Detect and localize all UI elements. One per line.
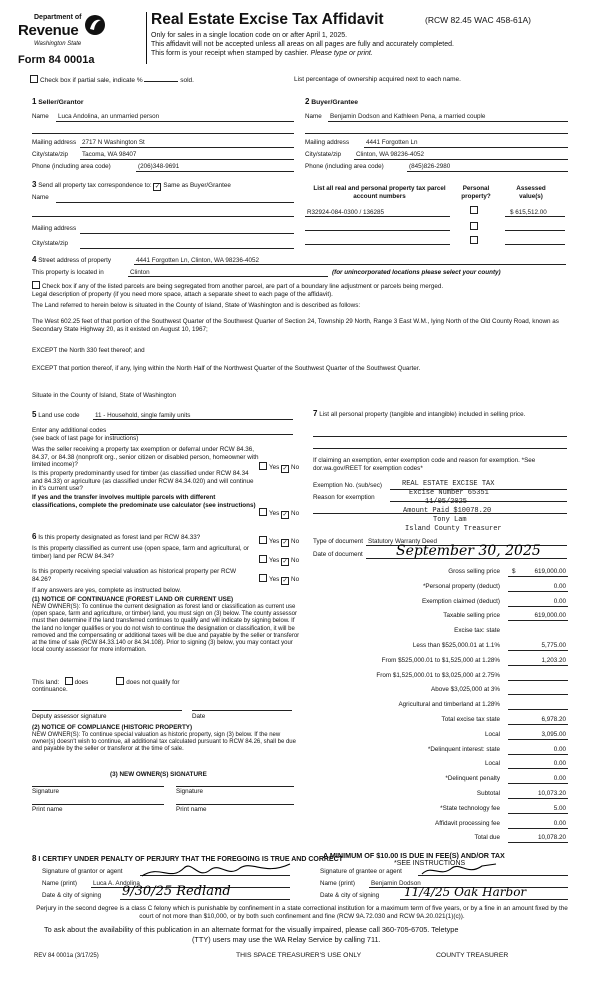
tax-row-label: *Delinquent penalty: [445, 775, 500, 783]
tax-row-line: [508, 828, 568, 829]
dept-line3: Washington State: [34, 41, 82, 47]
new-owner-print2-line[interactable]: [176, 804, 294, 805]
assessed-value[interactable]: $ 615,512.00: [510, 209, 547, 216]
new-owner-sig2-label: Signature: [176, 788, 203, 795]
s4-legal-desc-2: EXCEPT the North 330 feet thereof; and: [32, 347, 145, 354]
seller-mailing-label: Mailing address: [32, 139, 77, 146]
s4-legal-desc-4: Situate in the County of Island, State of Washington: [32, 392, 176, 399]
s4-street-field[interactable]: 4441 Forgotten Ln, Clinton, WA 98236-4052: [136, 257, 259, 264]
county-treasurer-label: COUNTY TREASURER: [436, 952, 509, 959]
deputy-signature-line[interactable]: [32, 710, 182, 711]
s6-q3-answer: Yes ✓ No: [259, 574, 299, 585]
s3-mailing-label: Mailing address: [32, 225, 77, 232]
seller-city-field[interactable]: Tacoma, WA 98407: [82, 151, 137, 158]
tax-row-value[interactable]: 0.00: [553, 760, 566, 768]
doc-type-field[interactable]: Statutory Warranty Deed: [368, 538, 438, 545]
grantee-signature: [420, 860, 500, 880]
partial-sale-suffix: sold.: [180, 77, 194, 84]
tax-row-value[interactable]: 1,203.20: [541, 656, 566, 664]
s6-notice2-body: NEW OWNER(S): To continue special valuation as historic property, sign (3) below. If the new owner(s) doesn't wish to continue, all additional tax calculated pursuant to RCW 84.26, shall be due and payable by the seller or transferor at the time of sale.: [32, 732, 296, 753]
form-title: Real Estate Excise Tax Affidavit: [151, 11, 384, 28]
tax-row-value[interactable]: 5,775.00: [541, 642, 566, 649]
grantor-date-line: [120, 899, 290, 900]
buyer-name-line2: [305, 133, 568, 134]
dept-line1: Department of: [34, 14, 82, 21]
tax-row-line: [508, 768, 568, 769]
s3-name-line[interactable]: [56, 202, 294, 203]
ownership-note: List percentage of ownership acquired next to each name.: [294, 76, 461, 83]
perjury-notice: Perjury in the second degree is a class C felony which is punishable by confinement in a state correctional institution for a maximum term of five years, or by a fine in an amount fixed by the court of not more than $10,000, or by both such confinement and fine (RCW 9A.72.030 and RCW 9A.20.021(1)(c)).: [36, 905, 568, 920]
same-as-buyer-checkbox[interactable]: ✓: [154, 184, 160, 190]
s6-q2-answer: Yes ✓ No: [259, 555, 299, 566]
s7-label: 7 List all personal property (tangible and intangible) included in selling price.: [313, 409, 526, 418]
buyer-city-line: [354, 159, 568, 160]
seller-phone-line: [136, 171, 294, 172]
doc-date-line: [366, 558, 567, 559]
tax-row-line: [508, 724, 568, 725]
stamp-line3: 11/05/2025: [425, 498, 468, 506]
tax-row-label: Taxable selling price: [443, 612, 500, 620]
tax-row-label: From $1,525,000.01 to $3,025,000 at 2.75%: [376, 671, 500, 679]
stamp-line2: Excise Number 65351: [409, 489, 489, 497]
new-owner-sig2-line[interactable]: [176, 786, 294, 787]
buyer-mailing-label: Mailing address: [305, 139, 350, 146]
tax-row-value[interactable]: 0.00: [553, 582, 566, 590]
s6-q1-no[interactable]: ✓: [282, 540, 288, 546]
doc-date-label: Date of document: [313, 551, 363, 558]
s6-does-checkbox[interactable]: [65, 677, 73, 685]
buyer-heading: 2 Buyer/Grantee: [305, 97, 359, 106]
exempt-reason-label: Reason for exemption: [313, 494, 375, 501]
tax-row-value[interactable]: 6,978.20: [541, 716, 566, 723]
tax-row-value[interactable]: 3,095.00: [541, 730, 566, 738]
grantor-signature: [140, 858, 300, 884]
grantee-date-label: Date & city of signing: [320, 892, 380, 899]
new-owner-print1-line[interactable]: [32, 804, 164, 805]
s4-legal-desc-3: EXCEPT that portion thereof, if any, lying within the North Half of the Northwest Quarter of the Southwest Quarter of the Southwest Quarter.: [32, 365, 421, 372]
tax-row-line: [508, 798, 568, 799]
partial-sale-row: [30, 75, 194, 84]
s5-q2-answer: Yes ✓ No: [259, 508, 299, 519]
exempt-no-label: Exemption No. (sub/sec): [313, 482, 382, 489]
s7-line1[interactable]: [313, 436, 567, 437]
new-owner-sig1-label: Signature: [32, 788, 59, 795]
s5-landuse-field[interactable]: 11 - Household, single family units: [95, 412, 191, 419]
s4-street-line: [134, 264, 566, 265]
personal-checkbox-2[interactable]: [470, 222, 478, 230]
s6-notice1-body: NEW OWNER(S): To continue the current designation as forest land or classification as current use (open space, farm and agriculture, or timber) land, you must sign on (3) below. The county assessor must then determine if the land transferred continues to qualify and will indicate by signing below. If the land no longer qualifies or you do not wish to continue the designation or classification, it will be removed and the compensating or additional taxes will be due and payable by the seller or transferor at the time of sale (RCW 84.33.140 or 84.34.108). Prior to signing (3) below, you may contact your local county assessor for more information.: [32, 604, 300, 654]
grantor-sig-label: Signature of grantor or agent: [42, 868, 123, 875]
deputy-date-label: Date: [192, 713, 206, 720]
see-instructions: *SEE INSTRUCTIONS: [394, 860, 466, 867]
tax-row-value[interactable]: 10,078.20: [537, 834, 566, 842]
tax-row-line: [508, 783, 568, 784]
assessed-col-head: Assessed value(s): [516, 185, 546, 200]
tax-currency-mark: $: [512, 568, 516, 575]
tax-row-line: [508, 650, 568, 651]
grantor-date-label: Date & city of signing: [42, 892, 102, 899]
tax-row-label: From $525,000.01 to $1,525,000 at 1.28%: [381, 656, 500, 664]
tax-row-value[interactable]: 10,073.20: [537, 790, 566, 797]
tax-row-label: Exemption claimed (deduct): [421, 597, 500, 605]
s3-city-label: City/state/zip: [32, 240, 69, 247]
tax-row-label: Local: [484, 760, 500, 768]
s5-q2a: Is this property predominantly used for timber (as classified under RCW 84.34 and 84.33) or agriculture (as classified under RCW 84.34.020) and will continue in it's current use?: [32, 470, 254, 492]
tax-row-line: [508, 591, 568, 592]
stamp-line6: Island County Treasurer: [405, 525, 502, 533]
seller-name-field[interactable]: Luca Andolina, an unmarried person: [58, 113, 160, 120]
revision: REV 84 0001a (3/17/25): [34, 953, 99, 959]
s6-q1-answer: Yes ✓ No: [259, 536, 299, 547]
doc-date-field[interactable]: September 30, 2025: [396, 543, 541, 559]
intro-line2: This affidavit will not be accepted unless all areas on all pages are fully and accurately completed.: [151, 41, 454, 48]
alt-format-line1: To ask about the availability of this publication in an alternate format for the visually impaired, please call 360-705-6705. Teletype: [44, 925, 459, 934]
s5-landuse-line: [93, 419, 293, 420]
s4-located-field[interactable]: Clinton: [130, 269, 150, 276]
grantee-print-label: Name (print): [320, 880, 355, 887]
s6-q2: Is this property classified as current use (open space, farm and agricultural, or timber) land per RCW 84.34?: [32, 545, 249, 560]
stamp-line4: Amount Paid $10078.20: [403, 507, 492, 515]
buyer-mailing-line: [364, 147, 568, 148]
s4-located-note: (for unincorporated locations please select your county): [332, 269, 501, 276]
s3-mailing-line[interactable]: [80, 233, 294, 234]
tax-row-value[interactable]: 5.00: [553, 804, 566, 812]
buyer-name-line: [328, 121, 568, 122]
s6-q3: Is this property receiving special valuation as historical property per RCW 84.26?: [32, 568, 237, 583]
s6-notice2-head: (2) NOTICE OF COMPLIANCE (HISTORIC PROPERTY): [32, 724, 193, 731]
segregated-checkbox[interactable]: [32, 281, 40, 289]
deputy-signature-label: Deputy assessor signature: [32, 713, 107, 720]
tax-row-label: *State technology fee: [440, 804, 500, 812]
seller-name-line2: [32, 133, 294, 134]
s4-street-label: 4 Street address of property: [32, 255, 112, 264]
tax-row-line: [508, 709, 568, 710]
s5-q1-no[interactable]: ✓: [282, 466, 288, 472]
s5-landuse-label: 5 Land use code: [32, 410, 80, 419]
parcel-line2[interactable]: [305, 230, 450, 231]
personal-checkbox-1[interactable]: [470, 206, 478, 214]
tax-row-label: Gross selling price: [448, 568, 500, 575]
partial-sale-checkbox[interactable]: [30, 75, 38, 83]
tax-row-line: [508, 665, 568, 666]
seller-phone-field[interactable]: (206)348-9691: [138, 163, 180, 170]
s4-segregated-row: Check box if any of the listed parcels are being segregated from another parcel, are part of a boundary line adjustment or parcels being merged.: [32, 281, 443, 290]
stamp-line1: REAL ESTATE EXCISE TAX: [402, 480, 495, 488]
tax-row-line: [508, 680, 568, 681]
buyer-city-label: City/state/zip: [305, 151, 342, 158]
s5-q1-yes[interactable]: [259, 462, 267, 470]
dept-line2: Revenue: [18, 22, 79, 39]
tax-row-label: Excise tax: state: [454, 627, 500, 635]
grantee-sig-label: Signature of grantee or agent: [320, 868, 402, 875]
buyer-phone-field[interactable]: (845)826-2980: [409, 163, 451, 170]
s4-located-label: This property is located in: [32, 269, 104, 276]
header-divider: [146, 12, 147, 64]
grantor-date-field[interactable]: 9/30/25 Redland: [122, 884, 231, 899]
buyer-phone-line: [407, 171, 568, 172]
s6-notice1-head: (1) NOTICE OF CONTINUANCE (FOREST LAND OR CURRENT USE): [32, 596, 234, 603]
tax-row-label: Agricultural and timberland at 1.28%: [398, 701, 500, 709]
intro-line3: This form is your receipt when stamped by cashier. Please type or print.: [151, 50, 373, 57]
tax-row-label: Subtotal: [476, 790, 500, 797]
tax-row-label: Total excise tax state: [441, 716, 500, 723]
s3-city-line[interactable]: [80, 248, 294, 249]
grantor-print-field[interactable]: Luca A. Andolina: [93, 880, 140, 887]
buyer-city-field[interactable]: Clinton, WA 98236-4052: [356, 151, 425, 158]
new-owner-print2-label: Print name: [176, 806, 207, 813]
s6-if-yes: If any answers are yes, complete as instructed below.: [32, 587, 182, 594]
s6-q3-no[interactable]: ✓: [282, 578, 288, 584]
seller-mailing-line: [80, 147, 294, 148]
s6-q1-yes[interactable]: [259, 536, 267, 544]
new-owner-sig1-line[interactable]: [32, 786, 164, 787]
grantee-print-field[interactable]: Benjamin Dodson: [371, 880, 421, 887]
s7-exempt-question: If claiming an exemption, enter exemption code and reason for exemption. *See dor.wa.gov/REET for exemption codes*: [313, 457, 536, 472]
tax-row-value[interactable]: 619,000.00: [534, 612, 566, 620]
partial-sale-label: Check box if partial sale, indicate %: [40, 77, 143, 84]
minimum-due-note: A MINIMUM OF $10.00 IS DUE IN FEE(S) AND/OR TAX: [323, 851, 505, 860]
s4-land-text: The Land referred to herein below is situated in the County of Island, State of Washington and is described as follows:: [32, 302, 361, 309]
s4-legal-label: Legal description of property (if you need more space, attach a separate sheet to each page of the affidavit).: [32, 291, 333, 298]
revenue-logo-icon: [84, 14, 106, 36]
buyer-name-field[interactable]: Benjamin Dodson and Kathleen Pena, a married couple: [330, 113, 486, 120]
deputy-date-line[interactable]: [192, 710, 292, 711]
exempt-reason-line[interactable]: [390, 501, 567, 502]
buyer-phone-label: Phone (including area code): [305, 163, 384, 170]
partial-sale-percent-field[interactable]: [144, 81, 178, 82]
tax-row-value[interactable]: 0.00: [553, 775, 566, 783]
s3-name-line2: [32, 216, 294, 217]
personal-checkbox-3[interactable]: [470, 236, 478, 244]
seller-mailing-field[interactable]: 2717 N Washington St: [82, 139, 145, 146]
seller-phone-label: Phone (including area code): [32, 163, 111, 170]
s7-line2[interactable]: [313, 448, 567, 449]
certify-statement: 8 I CERTIFY UNDER PENALTY OF PERJURY THAT THE FOREGOING IS TRUE AND CORRECT: [32, 854, 343, 863]
tax-row-line: [508, 754, 568, 755]
alt-format-line2: (TTY) users may use the WA Relay Service by calling 711.: [192, 935, 381, 944]
seller-heading: 1 Seller/Grantor: [32, 97, 84, 106]
tax-row-line: [508, 813, 568, 814]
tax-row-line: [508, 842, 568, 843]
s4-legal-desc-1: The West 602.25 feet of that portion of the Southwest Quarter of the Southwest Quarter of Section 24, Township 29 North, Range 3 East W.M., lying North of the Old County Road, known as Secondary State Highway 20, as it existed on August 10, 1967;: [32, 318, 559, 333]
tax-row-value[interactable]: 0.00: [553, 745, 566, 753]
doc-type-label: Type of document: [313, 538, 364, 545]
s5-additional-note: (see back of last page for instructions): [32, 435, 139, 442]
form-citation: (RCW 82.45 WAC 458-61A): [425, 15, 531, 25]
tax-row-value[interactable]: 0.00: [553, 597, 566, 605]
grantee-date-line: [400, 899, 568, 900]
seller-city-label: City/state/zip: [32, 151, 69, 158]
personal-col-head: Personal property?: [461, 185, 491, 200]
s5-q2-no[interactable]: ✓: [282, 512, 288, 518]
s6-this-land: This land: does does not qualify for: [32, 679, 180, 686]
grantee-date-field[interactable]: 11/4/25 Oak Harbor: [404, 885, 527, 899]
s5-additional-label: Enter any additional codes: [32, 427, 107, 434]
s5-q1: Was the seller receiving a property tax exemption or deferral under RCW 84.36, 84.37, or 84.38 (nonprofit org., senior citizen or disabled person, homeowner with limited income)?: [32, 446, 259, 468]
parcel-line1: [305, 216, 450, 217]
tax-row-line: [508, 606, 568, 607]
tax-row-label: Total due: [474, 834, 500, 842]
assessed-line2[interactable]: [505, 230, 565, 231]
tax-row-line: [508, 694, 568, 695]
s6-q2-no[interactable]: ✓: [282, 559, 288, 565]
s6-q1: 6 Is this property designated as forest land per RCW 84.33?: [32, 532, 201, 541]
s6-notice3-head: (3) NEW OWNER(S) SIGNATURE: [110, 771, 207, 778]
tax-row-line: [508, 620, 568, 621]
new-owner-print1-label: Print name: [32, 806, 63, 813]
intro-line1: Only for sales in a single location code on or after April 1, 2025.: [151, 32, 348, 39]
tax-row-label: Less than $525,000.01 at 1.1%: [412, 642, 500, 649]
parcel-col-head: List all real and personal property tax parcel account numbers: [313, 185, 446, 200]
s6-q2-yes[interactable]: [259, 555, 267, 563]
form-number: Form 84 0001a: [18, 54, 95, 66]
tax-row-label: Affidavit processing fee: [435, 819, 500, 827]
s3-name-label: Name: [32, 194, 49, 201]
s5-q2b: If yes and the transfer involves multiple parcels with different classifications, complete the predominate use calculator (see instructions): [32, 494, 256, 509]
tax-row-label: Above $3,025,000 at 3%: [431, 686, 500, 694]
s4-located-line: [128, 276, 328, 277]
s5-q1-answer: Yes ✓ No: [259, 462, 299, 473]
grantor-print-label: Name (print): [42, 880, 77, 887]
seller-name-label: Name: [32, 113, 49, 120]
assessed-line1: [505, 216, 565, 217]
tax-row-value[interactable]: 0.00: [553, 819, 566, 827]
s6-continuance: continuance.: [32, 686, 68, 693]
tax-row-label: Local: [484, 730, 500, 738]
parcel-number[interactable]: R32924-084-0300 / 136285: [307, 209, 385, 216]
s6-q3-yes[interactable]: [259, 574, 267, 582]
treasurer-use-label: THIS SPACE TREASURER'S USE ONLY: [236, 952, 362, 959]
parcel-line3[interactable]: [305, 244, 450, 245]
tax-row-line: [508, 576, 568, 577]
tax-row-label: *Personal property (deduct): [422, 582, 500, 590]
stamp-line5: Tony Lam: [433, 516, 467, 524]
buyer-name-label: Name: [305, 113, 322, 120]
seller-city-line: [80, 159, 294, 160]
s6-does-not-checkbox[interactable]: [116, 677, 124, 685]
tax-row-value[interactable]: 619,000.00: [534, 568, 566, 575]
section3-label: 3 Send all property tax correspondence to: ✓ Same as Buyer/Grantee: [32, 180, 231, 190]
tax-row-label: *Delinquent interest: state: [427, 745, 500, 753]
tax-row-line: [508, 739, 568, 740]
s5-q2-yes[interactable]: [259, 508, 267, 516]
seller-name-line: [56, 121, 294, 122]
buyer-mailing-field[interactable]: 4441 Forgotten Ln: [366, 139, 418, 146]
assessed-line3[interactable]: [505, 244, 565, 245]
